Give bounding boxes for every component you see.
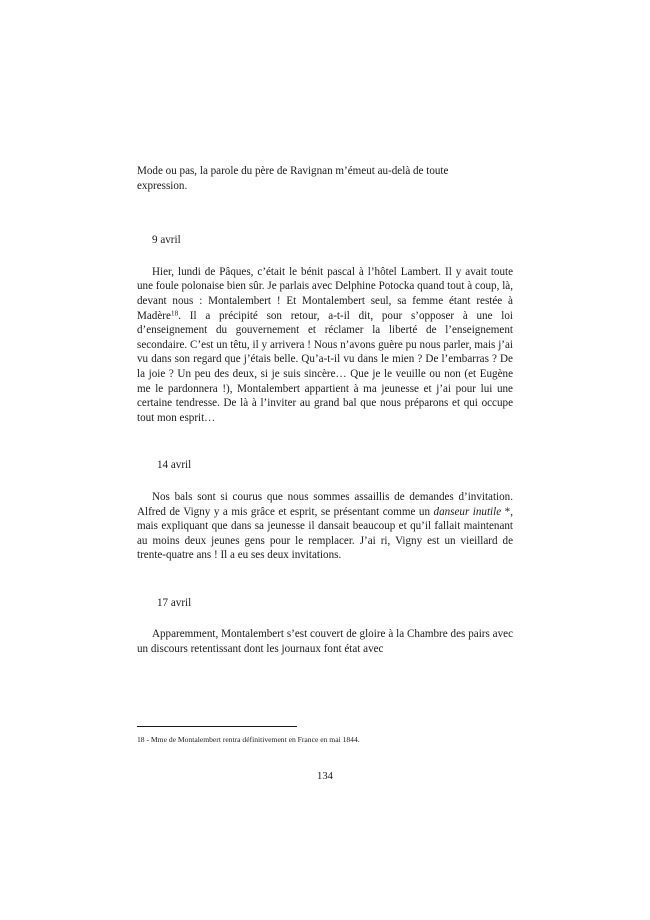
entry-text-after-footnote-ref: . Il a précipité son retour, a-t-il dit, pour s’opposer à une loi d’enseignement du gouvernement et réclamer la liberté de l’enseignement secondaire. C’est un têtu, il y arrivera ! Nous n’avons guère pu nous parler, mais j’ai vu dans son regard que j’étais belle. Qu’a-t-il vu dans le mien ? De l’embarras ? De la joie ? Un peu des deux, si je suis sincère… Que je le veuille ou non (et Eugène me le pardonnera !), Montalembert appartient à ma jeunesse et j’ai pour lui une certaine tendresse. De là à l’inviter au grand bal que nous préparons et qui occupe tout mon esprit…: [137, 309, 513, 424]
date-heading-17-avril: 17 avril: [157, 596, 192, 609]
continuation-paragraph: [137, 164, 513, 193]
page-number: 134: [317, 771, 333, 782]
entry-text-part-2: *, mais expliquant que dans sa jeunesse il dansait beaucoup et qu’il fallait maintenant au moins deux jeunes gens pour le remplacer. J’ai ri, Vigny est un vieillard de trente-quatre ans ! Il a eu ses deux invitations.: [137, 505, 513, 562]
journal-entry-paragraph-9-avril: [137, 265, 513, 426]
journal-entry-paragraph-17-avril: Apparemment, Montalembert s’est couvert de gloire à la Chambre des pairs avec un discours retentissant dont les journaux font état avec: [137, 628, 513, 656]
continuation-line-2: expression.: [137, 179, 188, 192]
footnote-area: [137, 726, 513, 745]
spacer: [137, 563, 513, 596]
spacer: [137, 193, 513, 233]
footnote-separator-rule: [137, 726, 297, 727]
spacer: [137, 473, 513, 490]
spacer: [137, 610, 513, 627]
entry-text-part-1: Nos bals sont si courus que nous sommes assaillis de demandes d’invitation. Alfred de Vigny y a mis grâce et esprit, se présentant comme un: [137, 490, 513, 518]
date-heading-9-avril: 9 avril: [152, 234, 181, 247]
journal-entry-paragraph-14-avril: [137, 490, 513, 563]
italic-phrase-danseur-inutile: danseur inutile: [433, 505, 502, 518]
entry-text-before-footnote-ref: Hier, lundi de Pâques, c’était le bénit pascal à l’hôtel Lambert. Il y avait toute une foule polonaise bien sûr. Je parlais avec Delphine Potocka quand tout à coup, là, devant nous : Montalembert ! Et Montalembert seul, sa femme étant restée à Madère: [137, 265, 513, 322]
date-heading-14-avril: 14 avril: [157, 459, 192, 472]
spacer: [137, 425, 513, 458]
spacer: [137, 248, 513, 265]
continuation-line-1: Mode ou pas, la parole du père de Ravignan m’émeut au-delà de toute: [137, 165, 449, 177]
footnote-text-18: 18 - Mme de Montalembert rentra définitivement en France en mai 1844.: [137, 735, 360, 744]
footnote-reference-18[interactable]: 18: [170, 308, 179, 318]
text-column: [137, 164, 513, 657]
